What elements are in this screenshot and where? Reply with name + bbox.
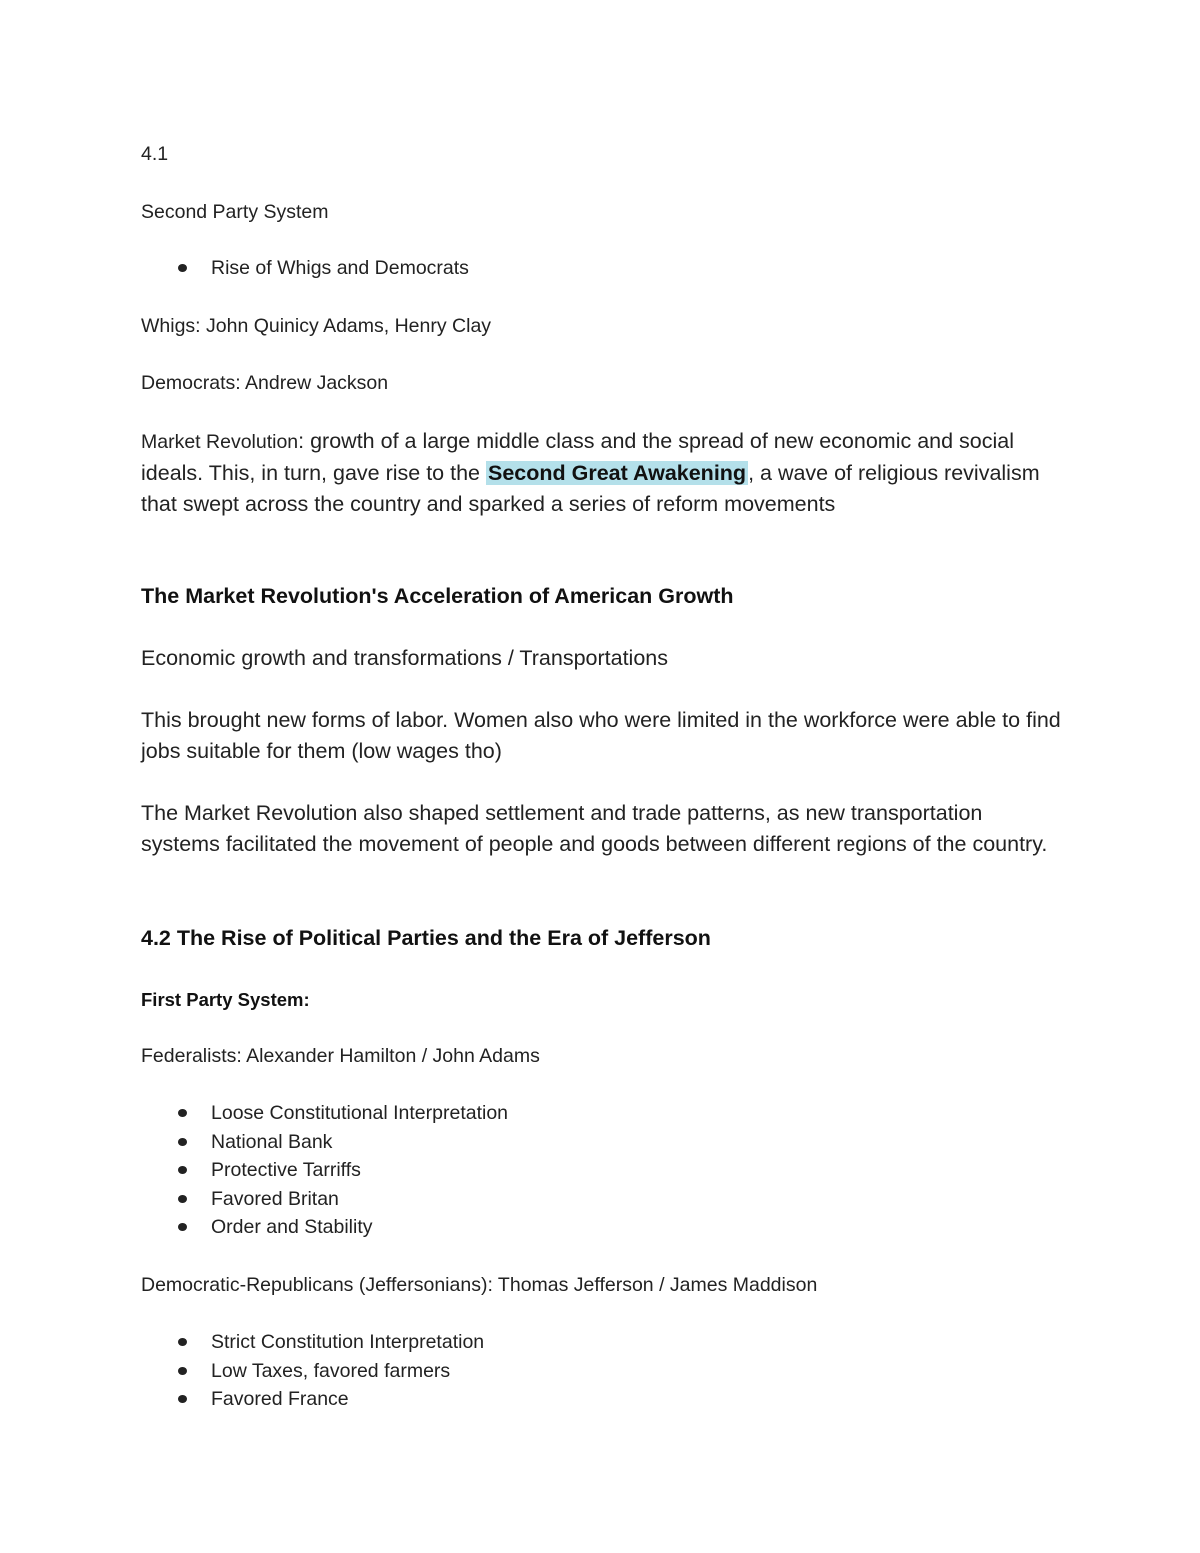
bullet-icon	[178, 1338, 187, 1346]
list-item: Loose Constitutional Interpretation	[141, 1099, 508, 1128]
dem-republicans-list	[141, 1328, 484, 1414]
bullet-icon	[178, 264, 187, 272]
list-item: Favored France	[141, 1385, 484, 1414]
second-party-title: Second Party System	[141, 201, 329, 223]
federalists-list	[141, 1099, 508, 1242]
growth-line: Economic growth and transformations / Transportations	[141, 646, 669, 670]
market-revolution-intro: : growth of a large middle class and the spread of new economic and social ideals. This, in turn, gave rise to the	[141, 429, 1015, 485]
market-revolution-paragraph	[141, 426, 1061, 520]
first-party-subheading: First Party System:	[141, 989, 310, 1010]
market-revolution-outro: , a wave of religious revivalism that swept across the country and sparked a series of reform movements	[141, 461, 1040, 516]
settlement-paragraph: The Market Revolution also shaped settlement and trade patterns, as new transportation systems facilitated the movement of people and goods between different regions of the country.	[141, 801, 1048, 856]
list-item: National Bank	[141, 1128, 508, 1157]
list-item: Low Taxes, favored farmers	[141, 1357, 484, 1386]
bullet-icon	[178, 1367, 187, 1375]
federalists-title: Federalists: Alexander Hamilton / John Adams	[141, 1045, 540, 1067]
list-item: Order and Stability	[141, 1213, 508, 1242]
bullet-icon	[178, 1166, 187, 1174]
dem-republicans-title: Democratic-Republicans (Jeffersonians): Thomas Jefferson / James Maddison	[141, 1274, 818, 1296]
list-item: Rise of Whigs and Democrats	[141, 254, 469, 283]
section-number: 4.1	[141, 143, 169, 165]
market-revolution-label: Market Revolution	[141, 431, 299, 453]
bullet-icon	[178, 1138, 187, 1146]
bullet-icon	[178, 1109, 187, 1117]
highlighted-term: Second Great Awakening	[487, 461, 747, 485]
list-item: Protective Tarriffs	[141, 1156, 508, 1185]
list-item: Favored Britan	[141, 1185, 508, 1214]
second-party-list	[141, 254, 469, 283]
bullet-icon	[178, 1223, 187, 1231]
whigs-line: Whigs: John Quinicy Adams, Henry Clay	[141, 315, 492, 337]
section-42-heading: 4.2 The Rise of Political Parties and the Era of Jefferson	[141, 926, 711, 950]
growth-heading: The Market Revolution's Acceleration of American Growth	[141, 584, 734, 608]
labor-paragraph: This brought new forms of labor. Women also who were limited in the workforce were able to find jobs suitable for them (low wages tho)	[141, 708, 1061, 763]
democrats-line: Democrats: Andrew Jackson	[141, 372, 389, 394]
bullet-icon	[178, 1395, 187, 1403]
bullet-icon	[178, 1195, 187, 1203]
list-item: Strict Constitution Interpretation	[141, 1328, 484, 1357]
